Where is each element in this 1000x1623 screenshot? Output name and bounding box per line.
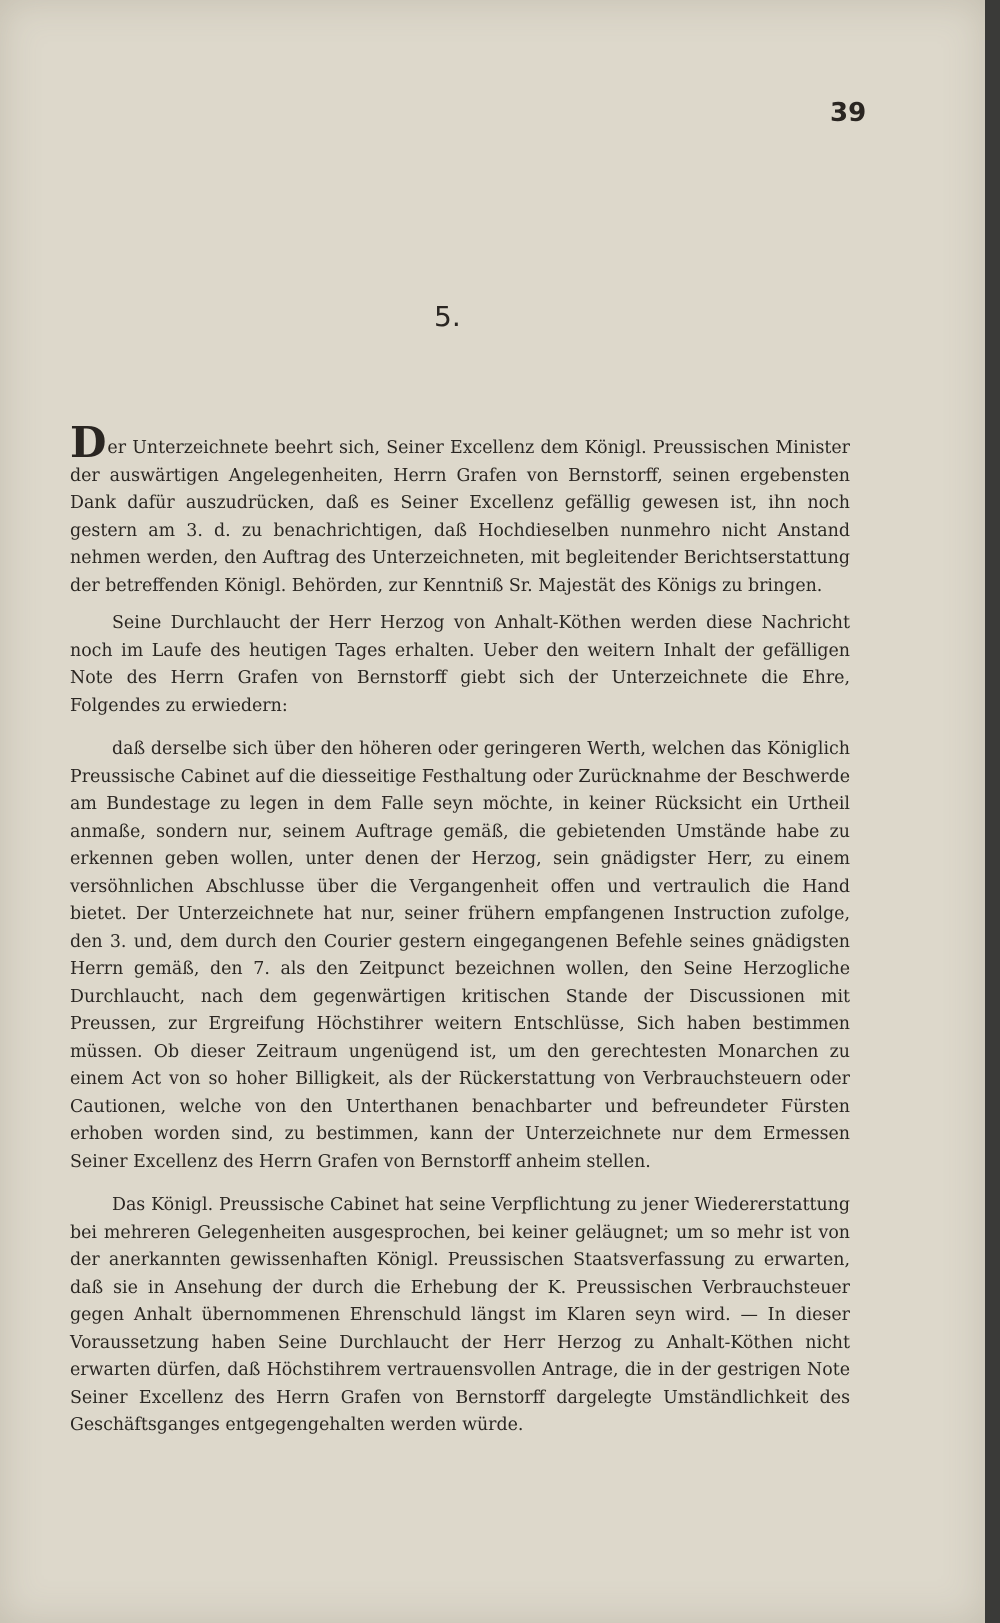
paragraph-reply: daß derselbe sich über den höheren oder geringeren Werth, welchen das Königlich Preussische Cabinet auf die diesseitige Festhaltung oder Zurücknahme der Beschwerde am Bundestage zu legen in dem Falle seyn möchte, in keiner Rücksicht ein Urtheil anmaße, sondern nur, seinem Auftrage gemäß, die gebietenden Umstände habe zu erkennen geben wollen, unter denen der Herzog, sein gnädigster Herr, zu einem versöhnlichen Abschlusse über die Vergangenheit offen und vertraulich die Hand bietet. Der Unterzeichnete hat nur, seiner frühern empfangenen Instruction zufolge, den 3. und, dem durch den Courier gestern eingegangenen Befehle seines gnädigsten Herrn gemäß, den 7. als den Zeitpunct bezeichnen wollen, den Seine Herzogliche Durchlaucht, nach dem gegenwärtigen kritischen Stande der Discussionen mit Preussen, zur Ergreifung Höchstihrer weitern Entschlüsse, Sich haben bestimmen müssen. Ob dieser Zeitraum ungenügend ist, um den gerechtesten Monarchen zu einem Act von so hoher Billigkeit, als der Rückerstattung von Verbrauchsteuern oder Cautionen, welche von den Unterthanen benachbarter und befreundeter Fürsten erhoben worden sind, zu bestimmen, kann der Unterzeichnete nur dem Ermessen Seiner Excellenz des Herrn Grafen von Bernstorff anheim stellen.	[70, 739, 850, 1172]
paragraph-opening	[70, 418, 850, 600]
document-body	[70, 418, 850, 1440]
paragraph-opening-text: er Unterzeichnete beehrt sich, Seiner Excellenz dem Königl. Preussischen Minister der auswärtigen Angelegenheiten, Herrn Grafen von Bernstorff, seinen ergebensten Dank dafür auszudrücken, daß es Seiner Excellenz gefällig gewesen ist, ihn noch gestern am 3. d. zu benachrichtigen, daß Hochdieselben nunmehro nicht Anstand nehmen werden, den Auftrag des Unterzeichneten, mit begleitender Berichtserstattung der betreffenden Königl. Behörden, zur Kenntniß Sr. Majestät des Königs zu bringen.	[70, 438, 850, 596]
drop-cap: D	[70, 418, 107, 467]
paragraph-final: Das Königl. Preussische Cabinet hat seine Verpflichtung zu jener Wiedererstattung bei mehreren Gelegenheiten ausgesprochen, bei keiner geläugnet; um so mehr ist von der anerkannten gewissenhaften Königl. Preussischen Staatsverfassung zu erwarten, daß sie in Ansehung der durch die Erhebung der K. Preussischen Verbrauchsteuer gegen Anhalt übernommenen Ehrenschuld längst im Klaren seyn wird. — In dieser Voraussetzung haben Seine Durchlaucht der Herr Herzog zu Anhalt-Köthen nicht erwarten dürfen, daß Höchstihrem vertrauensvollen Antrage, die in der gestrigen Note Seiner Excellenz des Herrn Grafen von Bernstorff dargelegte Umständlichkeit des Geschäftsganges entgegengehalten werden würde.	[70, 1195, 850, 1435]
page-number: 39	[830, 98, 867, 128]
paragraph-second: Seine Durchlaucht der Herr Herzog von Anhalt-Köthen werden diese Nachricht noch im Laufe des heutigen Tages erhalten. Ueber den weitern Inhalt der gefälligen Note des Herrn Grafen von Bernstorff giebt sich der Unterzeichnete die Ehre, Folgendes zu erwiedern:	[70, 613, 850, 716]
section-number: 5.	[434, 300, 461, 333]
